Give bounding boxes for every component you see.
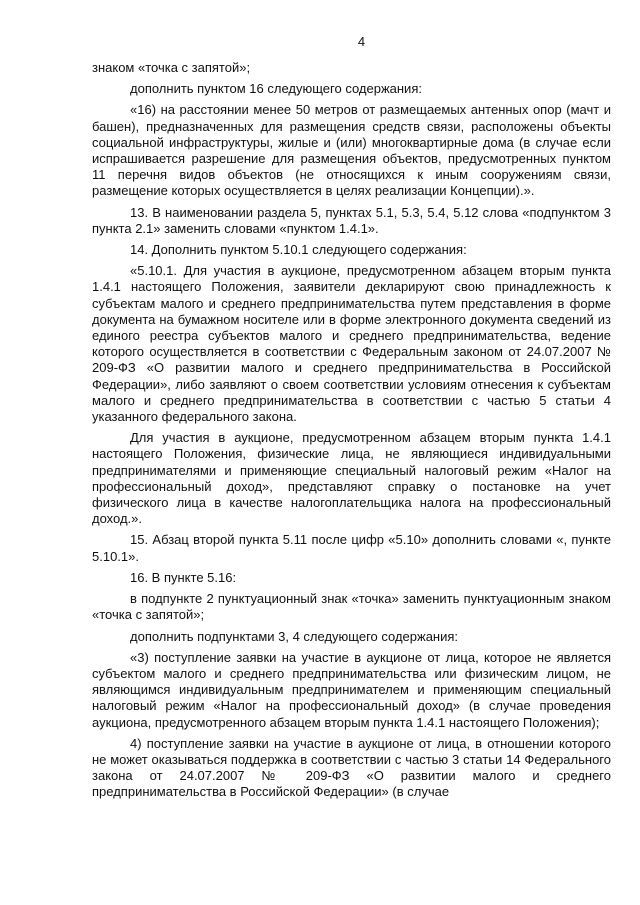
paragraph: «5.10.1. Для участия в аукционе, предусмотренном абзацем вторым пункта 1.4.1 настоящего Положения, заявители декларируют свою принадлежность к субъектам малого и среднего предпринимательства путем представления в форме документа на бумажном носителе или в форме электронного документа сведений из единого реестра субъектов малого и среднего предпринимательства, ведение которого осуществляется в соответствии с Федеральным законом от 24.07.2007 № 209-ФЗ «О развитии малого и среднего предпринимательства в Российской Федерации», либо заявляют о своем соответствии условиям отнесения к субъектам малого и среднего предпринимательства в соответствии с частью 5 статьи 4 указанного федерального закона. [92, 263, 611, 425]
paragraph: 16. В пункте 5.16: [130, 569, 237, 585]
paragraph: дополнить подпунктами 3, 4 следующего содержания: [130, 628, 459, 644]
paragraph: «3) поступление заявки на участие в аукционе от лица, которое не является субъектом малого и среднего предпринимательства или физическим лицом, не являющимся индивидуальным предпринимателем и применяющим специальный налоговый режим «Налог на профессиональный доход» (в случае проведения аукциона, предусмотренного абзацем вторым пункта 1.4.1 настоящего Положения); [92, 649, 611, 730]
paragraph: знаком «точка с запятой»; [92, 60, 251, 75]
paragraph: в подпункте 2 пунктуационный знак «точка» заменить пунктуационным знаком «точка с запятой»; [92, 591, 611, 623]
paragraph: Для участия в аукционе, предусмотренном абзацем вторым пункта 1.4.1 настоящего Положения, физические лица, не являющиеся индивидуальными предпринимателями и применяющие специальный налоговый режим «Налог на профессиональный доход», представляют справку о постановке на учет физического лица в качестве налогоплательщика налога на профессиональный доход.». [92, 430, 611, 527]
paragraph: 14. Дополнить пунктом 5.10.1 следующего содержания: [130, 242, 467, 258]
paragraph: 4) поступление заявки на участие в аукционе от лица, в отношении которого не может оказываться поддержка в соответствии с частью 3 статьи 14 Федерального закона от 24.07.2007 № 209-ФЗ «О развитии малого и среднего предпринимательства в Российской Федерации» (в случае [92, 735, 611, 800]
paragraph: 13. В наименовании раздела 5, пунктах 5.1, 5.3, 5.4, 5.12 слова «подпунктом 3 пункта 2.1» заменить словами «пунктом 1.4.1». [92, 204, 611, 236]
paragraph: 15. Абзац второй пункта 5.11 после цифр «5.10» дополнить словами «, пункте 5.10.1». [92, 532, 611, 564]
page-number: 4 [357, 34, 366, 49]
paragraph: дополнить пунктом 16 следующего содержания: [130, 81, 422, 97]
paragraph: «16) на расстоянии менее 50 метров от размещаемых антенных опор (мачт и башен), предназначенных для размещения средств связи, расположены объекты социальной инфраструктуры, жилые и (или) многоквартирные дома (в случае если испрашивается разрешение для размещения объектов, предусмотренных пунктом 11 перечня видов объектов (не относящихся к иным сооружениям связи, размещение которых осуществляется в целях реализации Концепции).». [92, 102, 611, 199]
